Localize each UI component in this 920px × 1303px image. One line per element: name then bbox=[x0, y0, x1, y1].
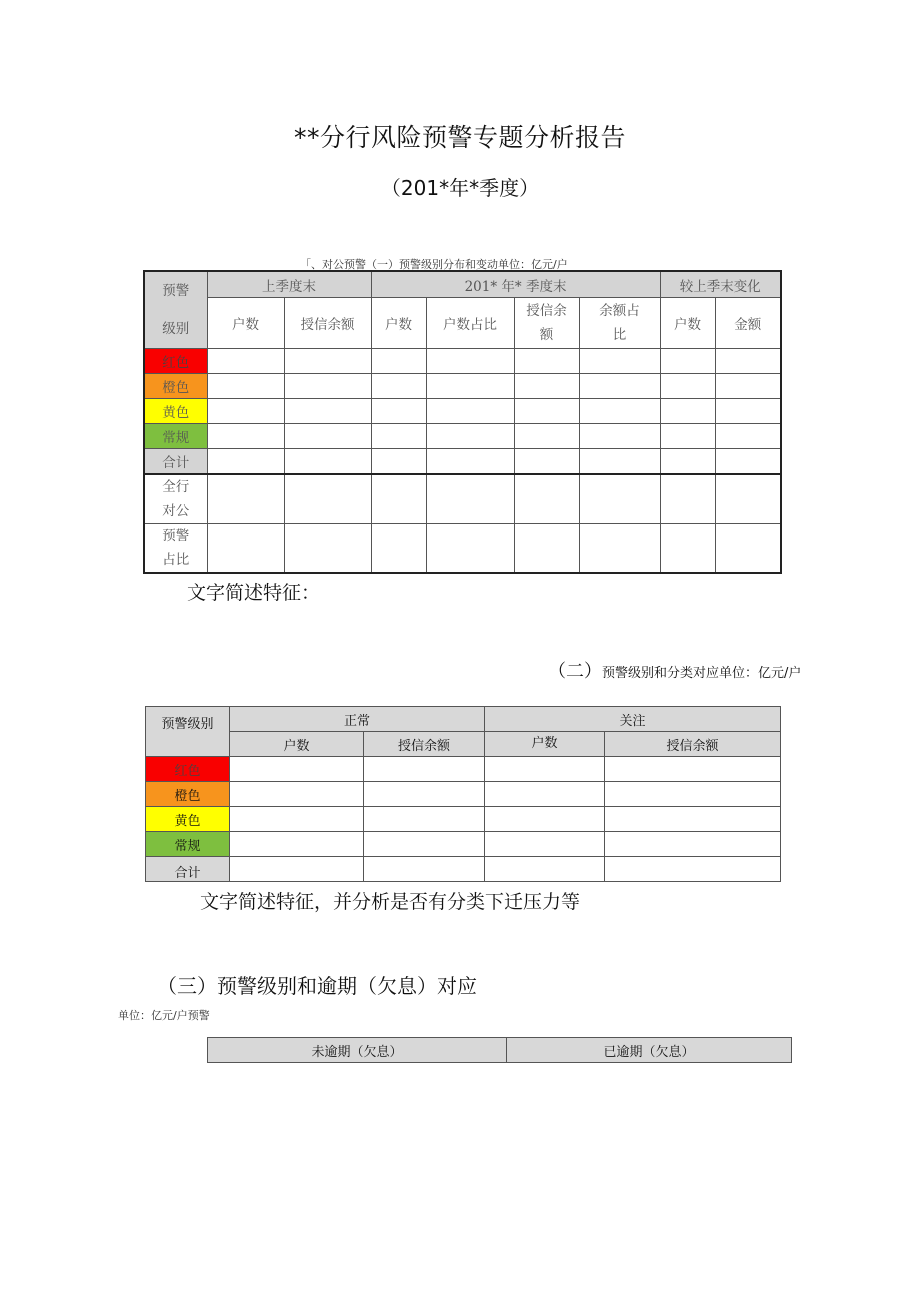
table-row bbox=[144, 524, 781, 574]
col-households-3: 户数 bbox=[660, 298, 715, 349]
table-row bbox=[144, 374, 781, 399]
table-row bbox=[146, 807, 781, 832]
col-amount-share-text: 余额占比 bbox=[599, 303, 640, 343]
table-row bbox=[146, 832, 781, 857]
col-amount: 金额 bbox=[715, 298, 781, 349]
section1-note: 文字简述特征： bbox=[187, 582, 321, 604]
table-row bbox=[144, 474, 781, 524]
warning-level-distribution-table bbox=[143, 270, 782, 574]
group-normal: 正常 bbox=[230, 707, 485, 732]
table-row bbox=[146, 857, 781, 882]
col-households-2: 户数 bbox=[371, 298, 426, 349]
row-label-normal: 常规 bbox=[146, 832, 230, 857]
table-row bbox=[144, 449, 781, 475]
row-label-normal: 常规 bbox=[144, 424, 207, 449]
section2-caption-text: 预警级别和分类对应单位：亿元/户 bbox=[602, 666, 802, 681]
table-row bbox=[144, 424, 781, 449]
level-header-text: 预警级别 bbox=[162, 283, 190, 337]
table-row bbox=[144, 349, 781, 374]
section3-unit: 单位：亿元/户预警 bbox=[118, 1009, 210, 1022]
col-overdue: 已逾期（欠息） bbox=[507, 1038, 792, 1063]
row-label-orange: 橙色 bbox=[146, 782, 230, 807]
group-prev-quarter: 上季度末 bbox=[207, 271, 371, 298]
col-credit-balance: 授信余额 bbox=[364, 732, 485, 757]
row-label-bank-total bbox=[144, 474, 207, 524]
group-current-quarter: 201* 年* 季度末 bbox=[371, 271, 660, 298]
group-attention: 关注 bbox=[485, 707, 781, 732]
overdue-table bbox=[207, 1037, 792, 1063]
col-credit-balance-2: 授信余额 bbox=[605, 732, 781, 757]
warning-classification-table bbox=[145, 706, 781, 882]
row-label-orange: 橙色 bbox=[144, 374, 207, 399]
col-credit-balance-2-text: 授信余额 bbox=[526, 303, 567, 343]
row-label-warning-share bbox=[144, 524, 207, 574]
table-row bbox=[146, 782, 781, 807]
level-header: 预警级别 bbox=[146, 707, 230, 757]
group-change: 较上季末变化 bbox=[660, 271, 781, 298]
col-households-2: 户数 bbox=[485, 732, 605, 757]
col-credit-balance: 授信余额 bbox=[284, 298, 371, 349]
col-households: 户数 bbox=[207, 298, 284, 349]
report-subtitle: （201*年*季度） bbox=[380, 176, 540, 200]
col-credit-balance-2 bbox=[514, 298, 579, 349]
section1-caption: 「、对公预警（一）预警级别分布和变动单位：亿元/户 bbox=[300, 258, 568, 271]
row-label-red: 红色 bbox=[144, 349, 207, 374]
row-label-bank-total-text: 全行对公 bbox=[162, 479, 190, 519]
row-label-warning-share-text: 预警占比 bbox=[162, 528, 190, 568]
col-households: 户数 bbox=[230, 732, 364, 757]
col-not-overdue: 未逾期（欠息） bbox=[208, 1038, 507, 1063]
row-label-red: 红色 bbox=[146, 757, 230, 782]
section2-caption bbox=[548, 658, 818, 687]
table-row bbox=[146, 757, 781, 782]
section3-heading: （三）预警级别和逾期（欠息）对应 bbox=[157, 974, 477, 998]
section2-note: 文字简述特征，并分析是否有分类下迁压力等 bbox=[200, 891, 581, 913]
level-header bbox=[144, 271, 207, 349]
row-label-yellow: 黄色 bbox=[146, 807, 230, 832]
report-title: **分行风险预警专题分析报告 bbox=[293, 123, 626, 152]
col-household-share: 户数占比 bbox=[426, 298, 514, 349]
section2-caption-paren: （二） bbox=[548, 661, 602, 682]
table-row bbox=[144, 399, 781, 424]
col-amount-share bbox=[579, 298, 660, 349]
row-label-total: 合计 bbox=[146, 857, 230, 882]
row-label-yellow: 黄色 bbox=[144, 399, 207, 424]
row-label-total: 合计 bbox=[144, 449, 207, 475]
